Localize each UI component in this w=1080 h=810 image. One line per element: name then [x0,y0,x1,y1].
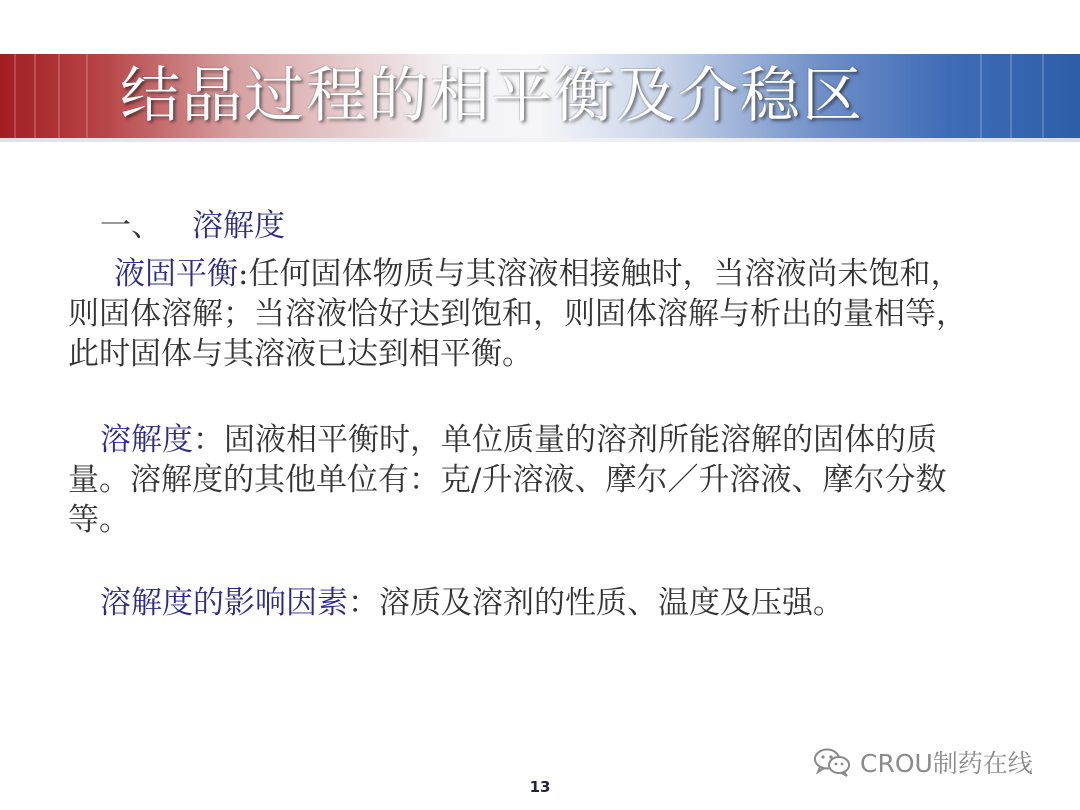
watermark-text: CROU制药在线 [860,749,1033,778]
section-label: 溶解度 [192,208,285,244]
banner-stripe [1042,54,1044,138]
banner-stripe [980,54,982,138]
paragraph-solubility [68,420,988,540]
banner-stripe [14,54,16,138]
watermark [812,744,1033,780]
slide-title: 结晶过程的相平衡及介稳区 [120,61,864,131]
paragraph-text: ：固液相平衡时，单位质量的溶剂所能溶解的固体的质量。溶解度的其他单位有：克/升溶液、摩尔／升溶液、摩尔分数等。 [68,422,947,538]
section-number: 一、 [100,208,162,244]
term-solubility-factors: 溶解度的影响因素 [100,585,348,621]
wechat-icon [812,747,852,777]
banner-stripe [34,54,36,138]
banner-stripe [86,54,88,138]
banner-stripe [1010,54,1012,138]
banner-stripe [58,54,60,138]
section-heading [100,206,285,246]
paragraph-text: ：溶质及溶剂的性质、温度及压强。 [348,585,844,621]
paragraph-liquid-solid-equilibrium [68,254,988,374]
paragraph-solubility-factors [68,583,988,623]
banner-underline [0,138,1080,142]
page-number: 13 [529,778,551,796]
term-solubility: 溶解度 [100,422,193,458]
paragraph-text: :任何固体物质与其溶液相接触时，当溶液尚未饱和，则固体溶解；当溶液恰好达到饱和，则固体溶解与析出的量相等，此时固体与其溶液已达到相平衡。 [68,256,967,372]
term-liquid-solid-equilibrium: 液固平衡 [114,256,238,292]
